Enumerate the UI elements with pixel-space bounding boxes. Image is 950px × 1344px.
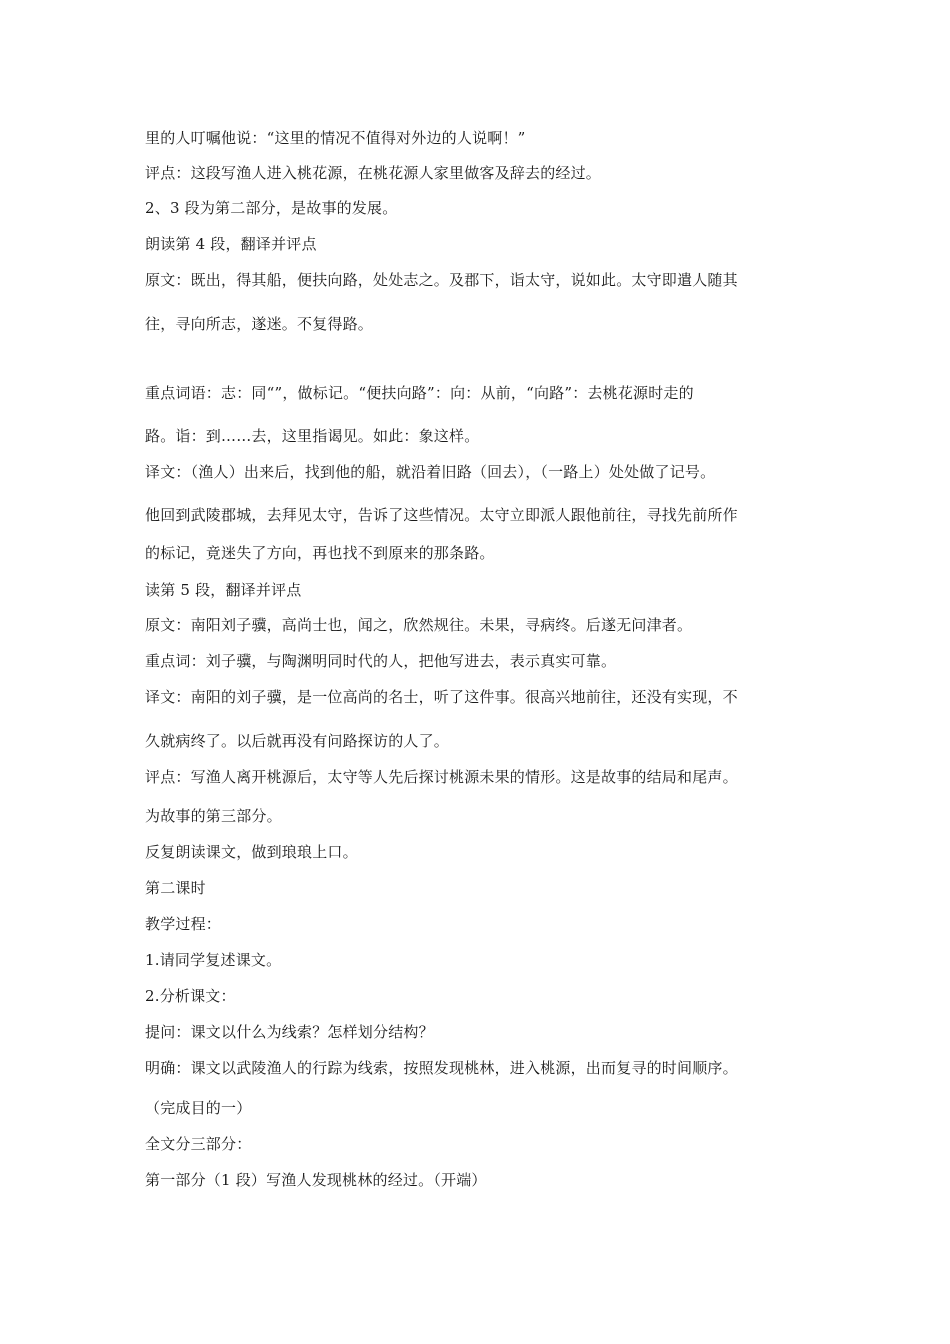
text-line: 提问：课文以什么为线索？怎样划分结构？ [145, 1023, 434, 1041]
text-line: 2、3 段为第二部分，是故事的发展。 [145, 199, 398, 217]
text-line: 重点词语：志：同“”，做标记。“便扶向路”：向：从前，“向路”：去桃花源时走的 [145, 384, 694, 402]
text-line: （完成目的一） [145, 1099, 252, 1117]
text-line: 全文分三部分： [145, 1135, 252, 1153]
text-line: 第一部分（1 段）写渔人发现桃林的经过。（开端） [145, 1171, 487, 1189]
text-line: 路。诣：到……去，这里指谒见。如此：象这样。 [145, 427, 480, 445]
text-line: 原文：南阳刘子骥，高尚士也，闻之，欣然规往。未果，寻病终。后遂无问津者。 [145, 616, 693, 634]
text-line: 久就病终了。以后就再没有问路探访的人了。 [145, 732, 450, 750]
text-line: 重点词：刘子骥，与陶渊明同时代的人，把他写进去，表示真实可靠。 [145, 652, 617, 670]
text-line: 往，寻向所志，遂迷。不复得路。 [145, 315, 374, 333]
text-line: 评点：这段写渔人进入桃花源，在桃花源人家里做客及辞去的经过。 [145, 164, 602, 182]
text-line: 他回到武陵郡城，去拜见太守，告诉了这些情况。太守立即派人跟他前往，寻找先前所作 [145, 506, 738, 524]
text-line: 2.分析课文： [145, 987, 236, 1005]
text-line: 原文：既出，得其船，便扶向路，处处志之。及郡下，诣太守，说如此。太守即遣人随其 [145, 271, 738, 289]
text-line: 译文：南阳的刘子骥，是一位高尚的名士，听了这件事。很高兴地前往，还没有实现，不 [145, 688, 738, 706]
text-line: 读第 5 段，翻译并评点 [145, 581, 302, 599]
text-line: 明确：课文以武陵渔人的行踪为线索，按照发现桃林，进入桃源，出而复寻的时间顺序。 [145, 1059, 738, 1077]
text-line: 朗读第 4 段，翻译并评点 [145, 235, 317, 253]
text-line: 为故事的第三部分。 [145, 807, 282, 825]
text-line: 第二课时 [145, 879, 206, 897]
text-line: 里的人叮嘱他说：“这里的情况不值得对外边的人说啊！” [145, 129, 526, 147]
text-line: 教学过程： [145, 915, 222, 933]
text-line: 译文：（渔人）出来后，找到他的船，就沿着旧路（回去），（一路上）处处做了记号。 [145, 463, 716, 481]
text-line: 评点：写渔人离开桃源后，太守等人先后探讨桃源未果的情形。这是故事的结局和尾声。 [145, 768, 738, 786]
text-line: 反复朗读课文，做到琅琅上口。 [145, 843, 358, 861]
text-line: 的标记，竟迷失了方向，再也找不到原来的那条路。 [145, 544, 495, 562]
text-line: 1.请同学复述课文。 [145, 951, 282, 969]
